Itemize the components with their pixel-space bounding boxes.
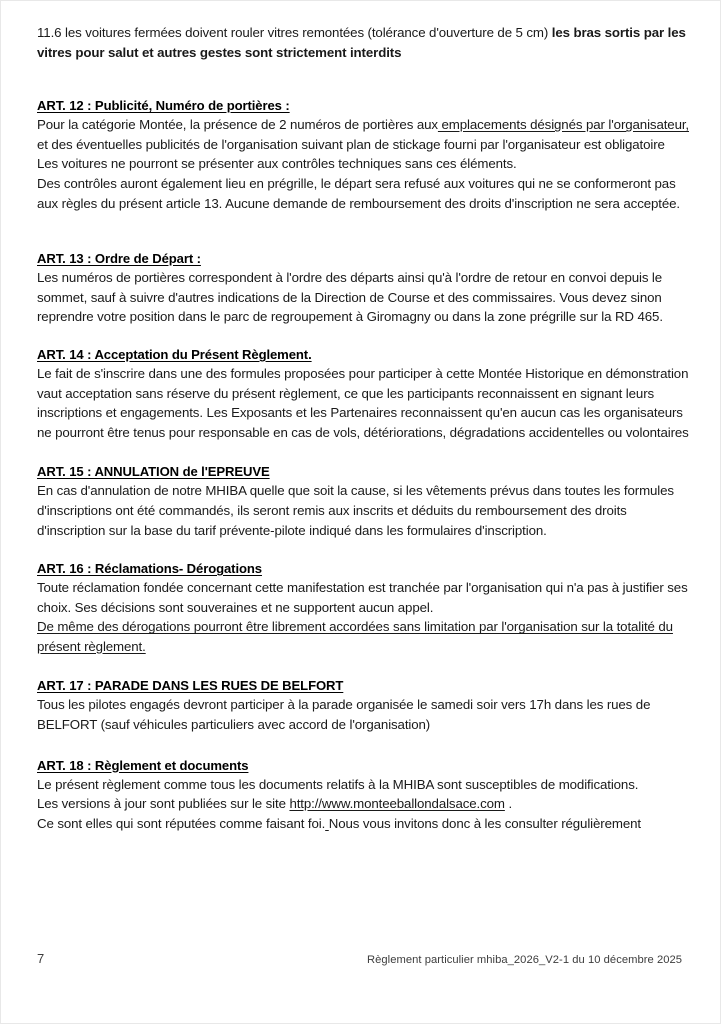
article-paragraph <box>37 794 689 814</box>
article-section-art-14 <box>37 345 689 442</box>
text-run: Tous les pilotes engagés devront participer à la parade organisée le samedi soir vers 17h dans les rues de BELFORT (sauf véhicules particuliers avec accord de l'organisation) <box>37 697 651 733</box>
article-paragraph <box>37 268 689 327</box>
article-paragraph <box>37 174 689 213</box>
text-run: Le fait de s'inscrire dans une des formules proposées pour participer à cette Montée Historique en démonstration vaut acceptation sans réserve du présent règlement, ce que les participants reconnaissent en signant leurs inscriptions et engagements. Les Exposants et les Partenaires reconnaissent qu'en aucun cas les organisateurs ne pourront être tenus pour responsable en cas de vols, détériorations, dégradations accidentelles ou volontaires <box>37 365 689 440</box>
article-section-art-12 <box>37 96 689 213</box>
text-run: Ce sont elles qui sont réputées comme faisant foi. <box>37 815 326 831</box>
article-section-art-18 <box>37 756 689 834</box>
article-heading-art-12: ART. 12 : Publicité, Numéro de portières : <box>37 98 290 114</box>
page-content <box>37 23 689 833</box>
article-paragraph <box>37 154 689 174</box>
page-footer <box>37 951 690 966</box>
article-paragraph <box>37 115 689 154</box>
article-paragraph <box>37 695 689 734</box>
underlined-text-run: http://www.monteeballondalsace.com <box>289 796 505 812</box>
text-run: Toute réclamation fondée concernant cette manifestation est tranchée par l'organisation qui n'a pas à justifier ses choix. Ses décisions sont souveraines et ne supportent aucun appel. <box>37 580 688 615</box>
spacer-after-intro <box>37 62 689 96</box>
articles-container <box>37 96 689 833</box>
article-heading-art-18: ART. 18 : Règlement et documents <box>37 757 249 773</box>
text-run: . <box>504 796 513 812</box>
clause-text-normal: les voitures fermées doivent rouler vitres remontées (tolérance d'ouverture de 5 cm) <box>61 25 552 40</box>
text-run: Nous vous invitons donc à les consulter régulièrement <box>328 815 641 831</box>
spacer-after-art-13 <box>37 327 689 345</box>
article-heading-art-13: ART. 13 : Ordre de Départ : <box>37 251 201 267</box>
text-run: Des contrôles auront également lieu en prégrille, le départ sera refusé aux voitures qui ne se conformeront pas aux règles du présent article 13. Aucune demande de remboursement des droits d'inscription ne sera acceptée. <box>37 175 680 211</box>
text-run: Les voitures ne pourront se présenter aux contrôles techniques sans ces éléments. <box>37 156 517 172</box>
clause-number: 11.6 <box>37 25 62 40</box>
clause-text-bold: les bras sortis par les vitres pour salut et autres gestes sont strictement interdits <box>37 25 686 60</box>
article-section-art-13 <box>37 249 689 327</box>
text-run: Les versions à jour sont publiées sur le site <box>37 796 290 812</box>
article-section-art-15 <box>37 462 689 540</box>
text-run: Les numéros de portières correspondent à l'ordre des départs ainsi qu'à l'ordre de retour en convoi depuis le sommet, sauf à suivre d'autres indications de la Direction de Course et des commissaires. Vous devez sinon reprendre votre position dans le parc de regroupement à Giromagny ou dans la zone prégrille sur la RD 465. <box>37 270 663 325</box>
spacer-after-art-12 <box>37 213 689 249</box>
spacer-after-art-16 <box>37 656 689 676</box>
article-paragraph <box>37 364 689 442</box>
underlined-text-run: emplacements désignés par l'organisateur, <box>437 117 689 133</box>
spacer-after-art-14 <box>37 442 689 462</box>
article-heading-art-15: ART. 15 : ANNULATION de l'EPREUVE <box>37 464 270 480</box>
article-paragraph <box>37 617 689 656</box>
text-run: Pour la catégorie Montée, la présence de 2 numéros de portières aux <box>37 117 438 133</box>
article-paragraph <box>37 578 689 617</box>
article-paragraph <box>37 481 689 540</box>
article-section-art-16 <box>37 559 689 656</box>
article-paragraph <box>37 814 689 834</box>
article-heading-art-14: ART. 14 : Acceptation du Présent Règlement. <box>37 346 312 362</box>
underlined-text-run: De même des dérogations pourront être librement accordées sans limitation par l'organisation sur la totalité du présent règlement. <box>37 619 673 654</box>
article-heading-art-17: ART. 17 : PARADE DANS LES RUES DE BELFORT <box>37 678 344 694</box>
clause-11-6 <box>37 23 689 62</box>
spacer-after-art-17 <box>37 735 689 756</box>
article-section-art-17 <box>37 676 689 734</box>
article-heading-art-16: ART. 16 : Réclamations- Dérogations <box>37 561 262 577</box>
text-run: et des éventuelles publicités de l'organisation suivant plan de stickage fourni par l'organisateur est obligatoire <box>37 136 665 152</box>
footer-document-reference: Règlement particulier mhiba_2026_V2-1 du 10 décembre 2025 <box>367 954 683 966</box>
article-paragraph <box>37 775 689 795</box>
spacer-after-art-15 <box>37 540 689 559</box>
footer-page-number: 7 <box>37 951 45 966</box>
text-run: En cas d'annulation de notre MHIBA quelle que soit la cause, si les vêtements prévus dans toutes les formules d'inscriptions ont été commandés, ils seront remis aux inscrits et déduits du remboursement des droits d'inscription sur la base du tarif prévente-pilote indiqué dans les formulaires d'inscription. <box>37 483 674 538</box>
text-run: Le présent règlement comme tous les documents relatifs à la MHIBA sont susceptibles de modifications. <box>37 776 639 792</box>
